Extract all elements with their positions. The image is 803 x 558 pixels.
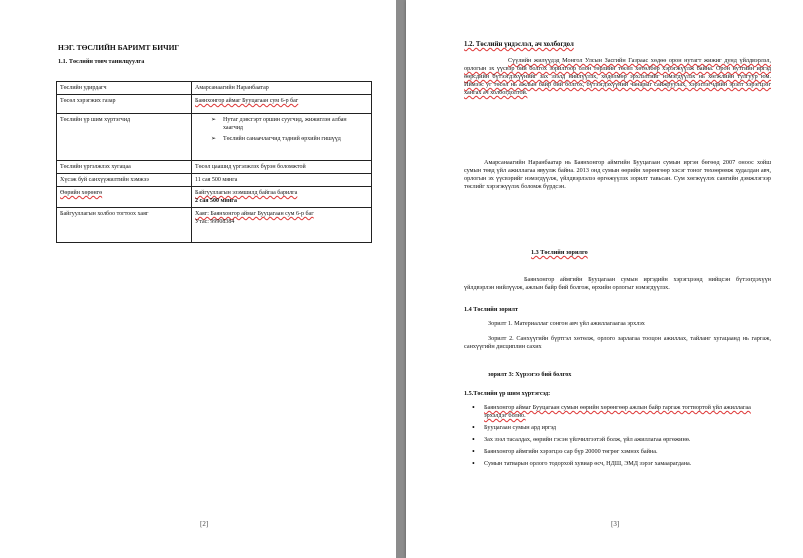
project-info-table — [56, 81, 372, 243]
table-cell-value — [192, 95, 372, 114]
table-row — [57, 114, 372, 161]
goal-3: зорилт 3: Хүрээгээ бий болгох — [488, 371, 572, 378]
goal-1: Зорилт 1. Материаллаг сонгон авч үйл ажиллагаагаа эрхлэх — [488, 320, 645, 327]
table-cell-label: Төслийн үргэлжлэх хугацаа — [57, 161, 192, 174]
contact-phone: Утас: 99908384 — [195, 219, 235, 225]
beneficiary-list — [472, 404, 772, 472]
page-number: [2] — [200, 520, 209, 528]
section-heading-1-3 — [531, 249, 588, 257]
section-heading-1-4: 1.4 Төслийн зорилт — [464, 306, 519, 313]
section-heading-1-5: 1.5.Төслийн үр шим хүртэгсэд: — [464, 390, 551, 397]
contact-address: Хаяг: Баянхонгор аймаг Бууцагаан сум 6-р баг — [195, 211, 314, 217]
location-text: Баянхонгор аймаг Бууцагаан сум 6-р баг — [195, 98, 299, 104]
background-paragraph: Амарсанаагийн Наранбаатар нь Баянхонгор аймгийн Бууцагаан сумын иргэн бөгөөд 2007 оноос хойш сумын төвд үйл ажиллагаа явуулж байна. 2013 онд сумын өөрийн хөрөнгөөр хэсэг тоног төхөөрөмж худалдан авч, орлогын эх үүсвэрийг нэмэгдүүлж, үйлдвэрлэлээ өргөжүүлэх зорилт тавьсан. Сум хөгжүүлэх сангийн дэмжлэгээр төслийг хэрэгжүүлэх боломж бүрдсэн. — [464, 159, 771, 190]
own-capital-amount: 2 сая 500 мянга — [195, 198, 237, 204]
table-cell-label: Төсөл хэрэгжих газар — [57, 95, 192, 114]
table-cell-value: Амарсанаагийн Наранбаатар — [192, 82, 372, 95]
own-capital-desc: Байгууллагын эзэмшилд байгаа барилга — [195, 190, 298, 196]
table-cell-label: Төслийн үр шим хүртэгчид — [57, 114, 192, 161]
page-gutter — [396, 0, 406, 558]
table-cell-value: 11 сая 500 мянга — [192, 174, 372, 187]
table-cell-label: Хүсэж буй санхүүжилтийн хэмжээ — [57, 174, 192, 187]
list-item: • Баянхонгор аймгийн хэрэгцээ сар бүр 20000 төгрөг хэмнэх байна. — [472, 448, 772, 456]
list-item — [472, 404, 772, 420]
list-item: • Бууцагаан сумын ард иргэд — [472, 424, 772, 432]
section-heading-1-2 — [464, 41, 574, 48]
beneficiary-bullet: ➢ Төслийн санаачлагчид тэдний өрхийн гишүүд — [211, 135, 368, 143]
table-row — [57, 95, 372, 114]
list-item-text: Баянхонгор аймаг Бууцагаан сумын өөрийн хөрөнгөөр ажлын байр гаргаж тогтвортой үйл ажиллагаа эрхэлдэг болно. — [484, 404, 751, 419]
table-cell-label — [57, 187, 192, 208]
table-row — [57, 174, 372, 187]
table-cell-value — [192, 208, 372, 243]
own-capital-label: Өөрийн хөрөнгө — [60, 190, 103, 196]
table-cell-value — [192, 187, 372, 208]
list-item: • Сумын татварын орлого тодорхой хувиар өсч, НДШ, ЭМД зэрэг хамаарагдана. — [472, 460, 772, 468]
table-row — [57, 187, 372, 208]
table-row — [57, 82, 372, 95]
table-cell-label: Байгууллагын холбоо тогтоох хаяг — [57, 208, 192, 243]
table-row — [57, 208, 372, 243]
beneficiary-bullet: ➢ Нутаг дэвсгэрт оршин суугчид, жижиглэн албан хаагчид — [211, 116, 368, 132]
rationale-paragraph: Сүүлийн жилүүдэд Монгол Улсын Засгийн Газраас хөдөө орон нутагт жижиг дунд үйлдвэрлэл, орлогын эх үүсвэр бий болгох зорилгоор олон төрлийн төсөл хөтөлбөр хэрэгжүүлж байна. Орон нутгийн иргэд өөрсдийн бүтээгдэхүүнийг зах зээлд нийлүүлэх, хөдөлмөр эрхлэлтийг нэмэгдүүлэх нь хөгжлийн тулгуур юм. Иймээс уг төсөл нь ажлын байр бий болгох, бүтээгдэхүүний чанарыг сайжруулах, хэрэглэгчдийн эрэлт хэрэгцээг хангах ач холбогдолтой. — [464, 57, 771, 96]
goal-2: Зорилт 2. Санхүүгийн бүртгэл хөтөлж, орлого зарлагаа тооцон ажиллах, тайланг хугацаанд нь гаргаж, санхүүгийн дисциплин сахих — [464, 335, 771, 350]
list-item: • Зах зээл тасалдах, өөрийн гэсэн үйлчилгээтэй болж, үйл ажиллагаа өргөжинө. — [472, 436, 772, 444]
subsection-heading: 1.1. Төслийн товч танилцуулга — [58, 58, 145, 65]
page-number: [3] — [611, 520, 620, 528]
table-cell-value — [192, 114, 372, 161]
document-page-left — [0, 0, 396, 558]
purpose-paragraph: Баянхонгор аймгийн Бууцагаан сумын иргэдийн хэрэгцээнд нийцсэн бүтээгдэхүүн үйлдвэрлэн нийлүүлж, ажлын байр бий болгож, өрхийн орлогыг нэмэгдүүлэх. — [464, 276, 771, 291]
section-heading-text: 1.2. Төслийн үндэслэл, ач холбогдол — [464, 41, 574, 48]
section-heading: НЭГ. ТӨСЛИЙН БАРИМТ БИЧИГ — [58, 43, 180, 52]
table-cell-label: Төслийн удирдагч — [57, 82, 192, 95]
document-page-right — [406, 0, 803, 558]
table-cell-value: Төсөл цаашид үргэлжлэх бүрэн боломжтой — [192, 161, 372, 174]
section-heading-text: 1.3 Төслийн зорилго — [531, 249, 588, 256]
table-row — [57, 161, 372, 174]
